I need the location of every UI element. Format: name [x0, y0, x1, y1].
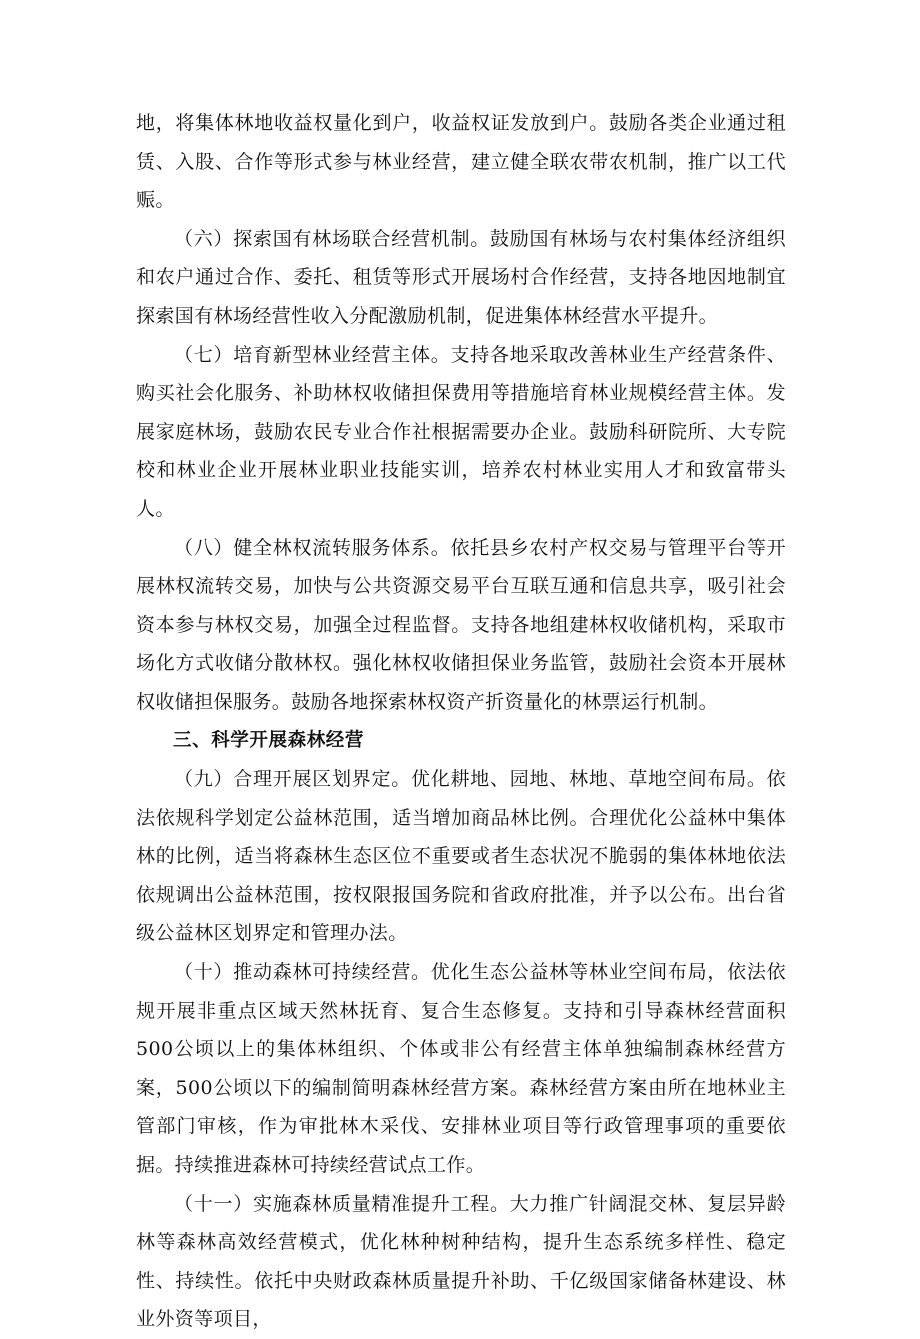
document-page	[136, 104, 786, 1339]
paragraph-item-10: （十）推动森林可持续经营。优化生态公益林等林业空间布局，依法依规开展非重点区域天然林抚育、复合生态修复。支持和引导森林经营面积500公顷以上的集体林组织、个体或非公有经营主体单独编制森林经营方案，500公顷以下的编制简明森林经营方案。森林经营方案由所在地林业主管部门审核，作为审批林木采伐、安排林业项目等行政管理事项的重要依据。持续推进森林可持续经营试点工作。	[136, 961, 786, 1177]
paragraph-item-8: （八）健全林权流转服务体系。依托县乡农村产权交易与管理平台等开展林权流转交易，加快与公共资源交易平台互联互通和信息共享，吸引社会资本参与林权交易，加强全过程监督。支持各地组建林权收储机构，采取市场化方式收储分散林权。强化林权收储担保业务监管，鼓励社会资本开展林权收储担保服务。鼓励各地探索林权资产折资量化的林票运行机制。	[136, 536, 786, 713]
paragraph-item-11: （十一）实施森林质量精准提升工程。大力推广针阔混交林、复层异龄林等森林高效经营模式，优化林种树种结构，提升生态系统多样性、稳定性、持续性。依托中央财政森林质量提升补助、千亿级国家储备林建设、林业外资等项目，	[136, 1192, 786, 1331]
section-heading-3: 三、科学开展森林经营	[173, 729, 365, 751]
paragraph-continued: 地，将集体林地收益权量化到户，收益权证发放到户。鼓励各类企业通过租赁、入股、合作等形式参与林业经营，建立健全联农带农机制，推广以工代赈。	[136, 112, 786, 212]
paragraph-item-9: （九）合理开展区划界定。优化耕地、园地、林地、草地空间布局。依法依规科学划定公益林范围，适当增加商品林比例。合理优化公益林中集体林的比例，适当将森林生态区位不重要或者生态状况不脆弱的集体林地依法依规调出公益林范围，按权限报国务院和省政府批准，并予以公布。出台省级公益林区划界定和管理办法。	[136, 768, 786, 945]
paragraph-item-7: （七）培育新型林业经营主体。支持各地采取改善林业生产经营条件、购买社会化服务、补助林权收储担保费用等措施培育林业规模经营主体。发展家庭林场，鼓励农民专业合作社根据需要办企业。鼓励科研院所、大专院校和林业企业开展林业职业技能实训，培养农村林业实用人才和致富带头人。	[136, 343, 786, 520]
paragraph-item-6: （六）探索国有林场联合经营机制。鼓励国有林场与农村集体经济组织和农户通过合作、委托、租赁等形式开展场村合作经营，支持各地因地制宜探索国有林场经营性收入分配激励机制，促进集体林经营水平提升。	[136, 227, 786, 327]
